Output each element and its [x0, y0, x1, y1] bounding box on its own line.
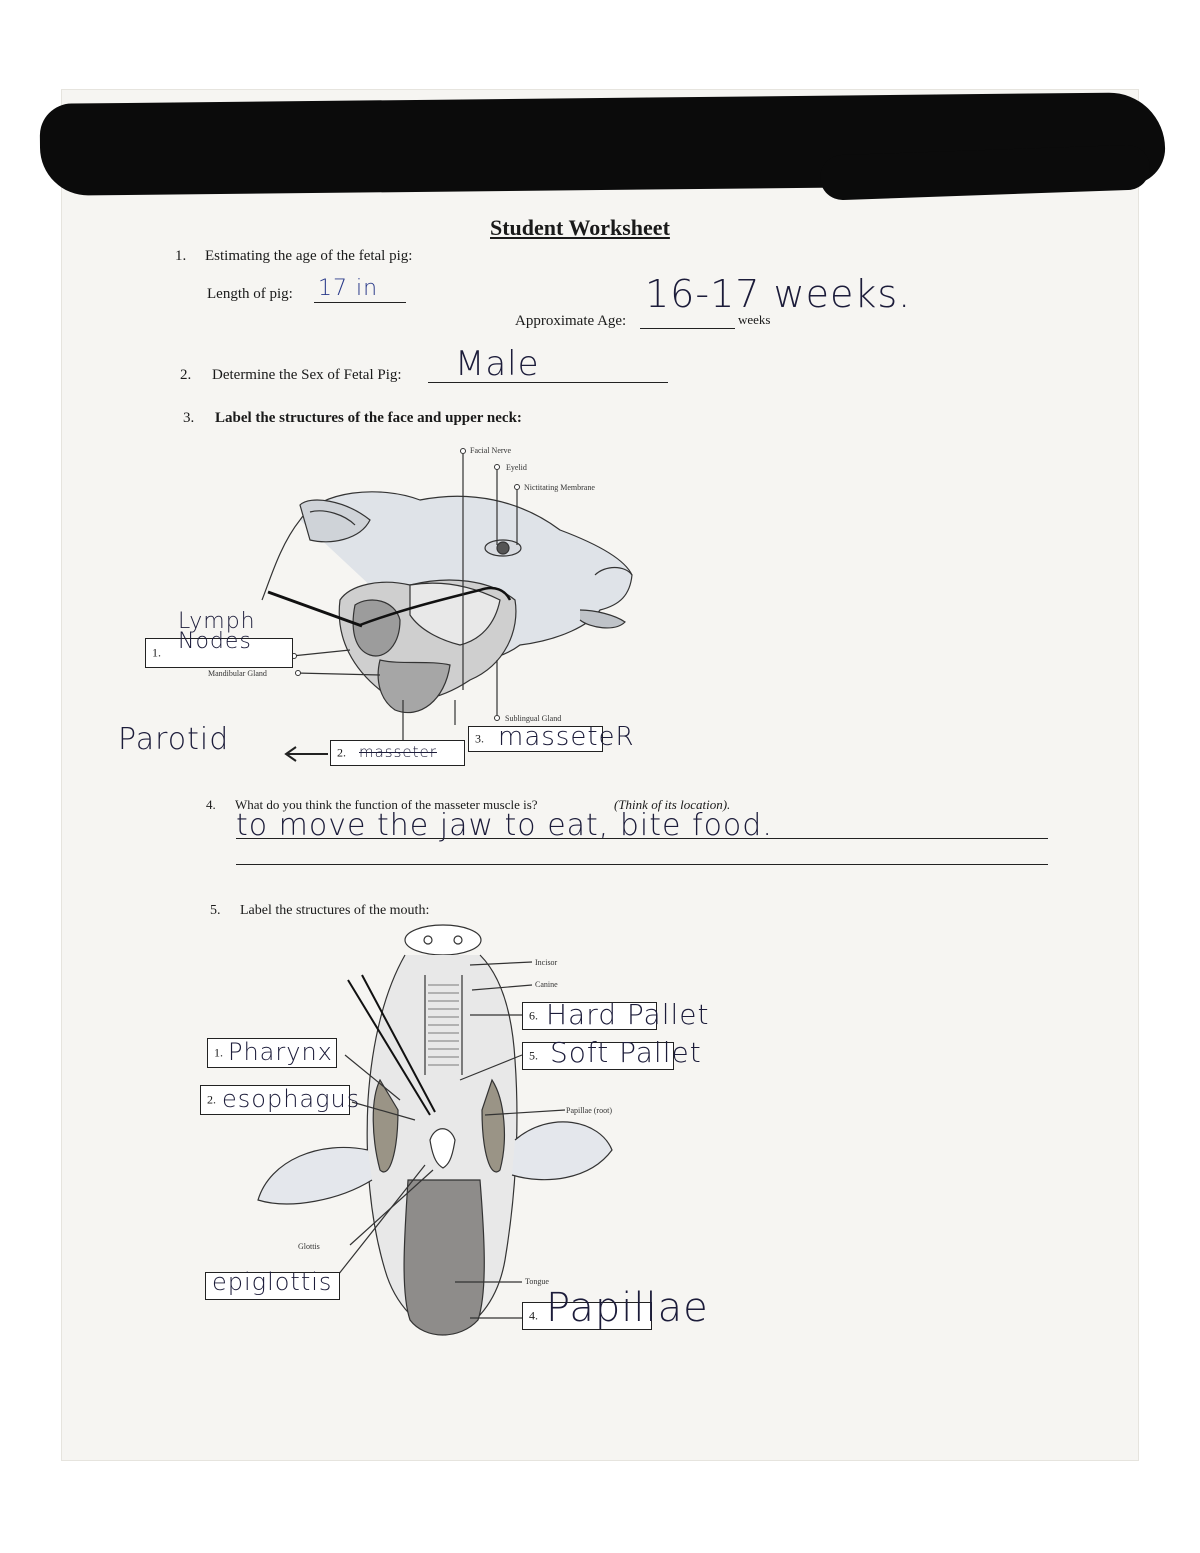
- face-box-2-number: 2.: [337, 745, 346, 760]
- q1-length-label: Length of pig:: [207, 286, 293, 302]
- arrow-icon: [280, 744, 330, 764]
- mouth-box-1-number: 1.: [214, 1045, 223, 1060]
- face-box-2-crossed-answer: masseter: [359, 743, 437, 761]
- label-glottis: Glottis: [298, 1242, 320, 1251]
- label-incisor: Incisor: [535, 958, 558, 967]
- q1-age-answer[interactable]: 16-17 weeks.: [645, 272, 912, 316]
- mouth-box-1-answer[interactable]: Pharynx: [228, 1038, 333, 1066]
- q1-prompt: Estimating the age of the fetal pig:: [205, 248, 413, 264]
- mouth-box-4-number: 4.: [529, 1308, 538, 1323]
- label-tongue: Tongue: [525, 1277, 549, 1286]
- mouth-box-5-answer[interactable]: Soft Pallet: [550, 1036, 702, 1069]
- label-eyelid: Eyelid: [506, 463, 527, 472]
- q1-age-label: Approximate Age:: [515, 313, 627, 329]
- label-nictitating-membrane: Nictitating Membrane: [524, 483, 595, 492]
- face-box-3-number: 3.: [475, 731, 484, 746]
- label-mandibular-gland: Mandibular Gland: [208, 669, 267, 678]
- face-box-2[interactable]: [330, 740, 465, 766]
- worksheet-title: Student Worksheet: [490, 215, 670, 240]
- face-box-2-answer[interactable]: Parotid: [118, 722, 230, 757]
- mouth-box-5-number: 5.: [529, 1048, 538, 1063]
- face-box-3-answer[interactable]: masseteR: [498, 722, 635, 752]
- label-facial-nerve: Facial Nerve: [470, 446, 512, 455]
- q3-number: 3.: [183, 410, 195, 426]
- q5-number: 5.: [210, 903, 221, 918]
- q4-line-1: [236, 838, 1048, 839]
- q4-prompt: What do you think the function of the masseter muscle is?: [235, 797, 538, 812]
- q1-length-answer[interactable]: 17 in: [318, 276, 379, 301]
- mouth-box-6-answer[interactable]: Hard Pallet: [546, 998, 710, 1031]
- mouth-box-4-answer[interactable]: Papillae: [546, 1285, 709, 1331]
- label-sublingual-gland: Sublingual Gland: [505, 714, 562, 723]
- q4-number: 4.: [206, 797, 216, 812]
- q2-prompt: Determine the Sex of Fetal Pig:: [212, 367, 402, 383]
- label-papillae-root: Papillae (root): [566, 1106, 612, 1115]
- mouth-box-6-number: 6.: [529, 1008, 538, 1023]
- q4-hint: (Think of its location).: [614, 797, 731, 812]
- face-box-1-answer[interactable]: Lymph Nodes: [178, 609, 256, 654]
- face-box-1-number: 1.: [152, 645, 161, 660]
- q5-prompt: Label the structures of the mouth:: [240, 903, 430, 918]
- mouth-box-2-answer[interactable]: esophagus: [222, 1085, 361, 1113]
- mouth-box-3-answer[interactable]: epiglottis: [212, 1268, 333, 1296]
- mouth-box-2-number: 2.: [207, 1092, 216, 1107]
- q1-number: 1.: [175, 248, 187, 264]
- q4-answer[interactable]: to move the jaw to eat, bite food.: [236, 808, 773, 843]
- q1-age-unit: weeks: [738, 312, 771, 327]
- q2-answer[interactable]: Male: [455, 344, 540, 384]
- q3-prompt: Label the structures of the face and upper neck:: [215, 410, 522, 426]
- label-canine: Canine: [535, 980, 558, 989]
- q4-line-2: [236, 864, 1048, 865]
- q2-number: 2.: [180, 367, 192, 383]
